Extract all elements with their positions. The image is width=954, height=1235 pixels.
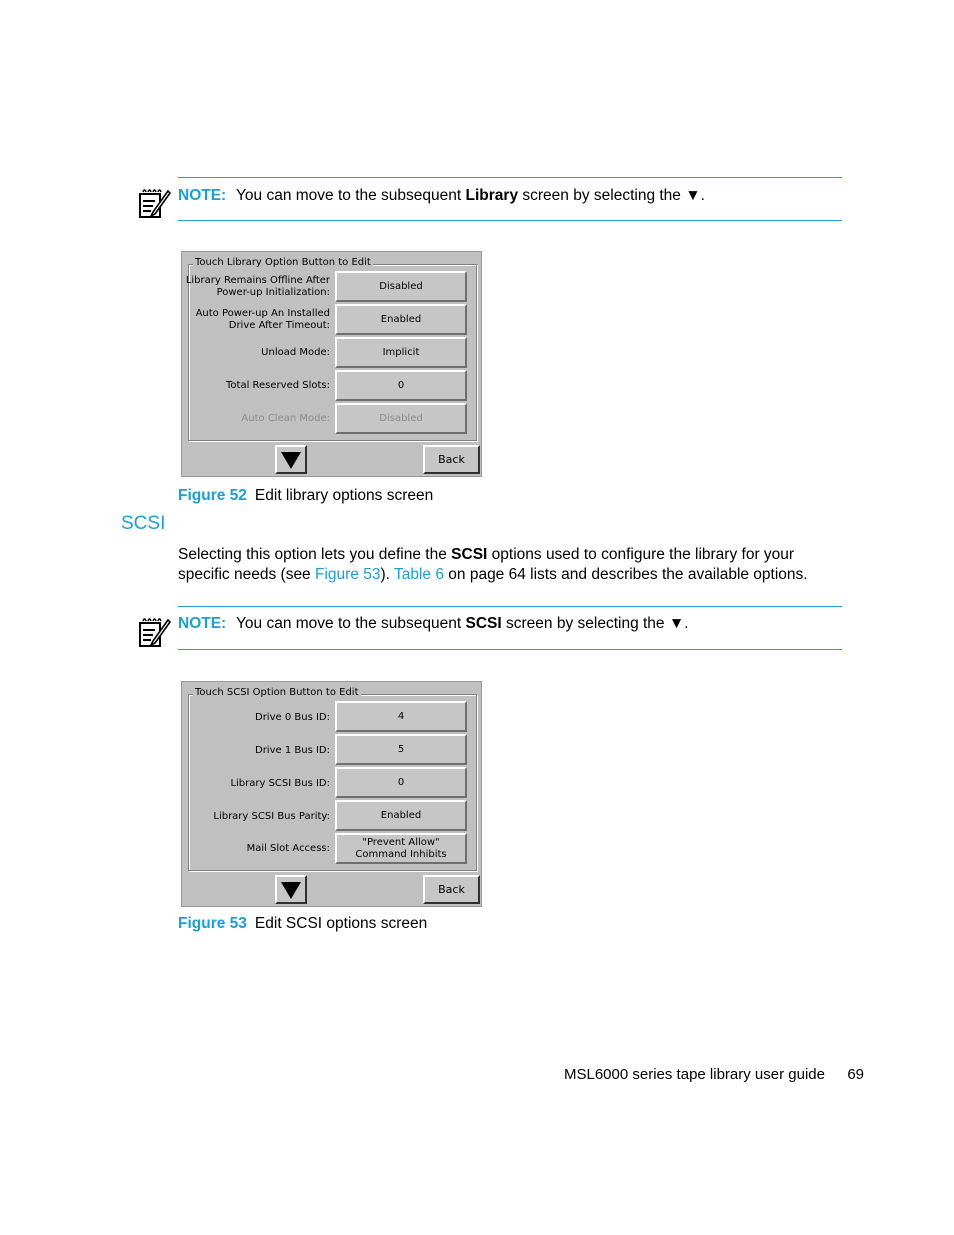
note-icon (137, 186, 171, 220)
table-6-link[interactable]: Table 6 (393, 565, 444, 583)
section-heading-scsi: SCSI (121, 513, 166, 534)
down-arrow-button[interactable] (275, 875, 307, 904)
note-bold-term: Library (465, 187, 519, 204)
down-arrow-icon (280, 450, 302, 470)
option-button-unload-mode[interactable]: Implicit (335, 337, 467, 368)
note-text: You can move to the subsequent (236, 187, 466, 204)
note-top-rule (178, 606, 842, 607)
note-text: You can move to the subsequent (236, 615, 466, 632)
figure-53-link[interactable]: Figure 53 (315, 565, 381, 583)
option-button-mail-slot[interactable]: "Prevent Allow" Command Inhibits (335, 833, 467, 864)
back-button[interactable]: Back (423, 875, 480, 904)
note-bottom-rule (178, 220, 842, 221)
option-label-auto-powerup: Auto Power-up An Installed Drive After Timeout: (195, 308, 330, 331)
option-label-reserved-slots: Total Reserved Slots: (226, 380, 330, 391)
figure-52-caption (178, 487, 433, 505)
option-button-offline[interactable]: Disabled (335, 271, 467, 302)
option-button-auto-clean: Disabled (335, 403, 467, 434)
figure-number[interactable]: Figure 52 (178, 487, 247, 504)
note-label: NOTE: (178, 187, 227, 204)
back-button[interactable]: Back (423, 445, 480, 474)
option-label-mail-slot: Mail Slot Access: (246, 843, 330, 854)
option-label-bus-parity: Library SCSI Bus Parity: (213, 811, 330, 822)
page-footer (564, 1066, 864, 1083)
caption-text: Edit library options screen (254, 487, 434, 504)
option-button-library-scsi-id[interactable]: 0 (335, 767, 467, 798)
down-arrow-button[interactable] (275, 445, 307, 474)
note-bold-term: SCSI (465, 615, 502, 632)
option-button-bus-parity[interactable]: Enabled (335, 800, 467, 831)
option-button-auto-powerup[interactable]: Enabled (335, 304, 467, 335)
option-button-reserved-slots[interactable]: 0 (335, 370, 467, 401)
option-label-offline: Library Remains Offline After Power-up Initialization: (185, 275, 330, 298)
page-number: 69 (847, 1066, 865, 1083)
scsi-paragraph: Selecting this option lets you define the SCSI options used to configure the library for your specific needs (see Figure 53). Table 6 on page 64 lists and describes the available options. (178, 546, 808, 583)
note-library (178, 187, 705, 205)
group-title: Touch SCSI Option Button to Edit (195, 687, 359, 698)
option-label-library-scsi-id: Library SCSI Bus ID: (230, 778, 330, 789)
group-title: Touch Library Option Button to Edit (195, 257, 371, 268)
note-scsi (178, 615, 689, 633)
note-icon (137, 615, 171, 649)
option-label-unload-mode: Unload Mode: (261, 347, 330, 358)
note-text-end: screen by selecting the ▼. (501, 615, 689, 632)
option-label-drive1-id: Drive 1 Bus ID: (255, 745, 330, 756)
figure-number[interactable]: Figure 53 (178, 915, 247, 932)
note-text-end: screen by selecting the ▼. (518, 187, 705, 204)
figure-53-caption (178, 915, 427, 933)
caption-text: Edit SCSI options screen (254, 915, 428, 932)
down-arrow-icon (280, 880, 302, 900)
option-label-auto-clean: Auto Clean Mode: (241, 413, 330, 424)
library-options-panel (181, 251, 482, 477)
footer-title: MSL6000 series tape library user guide (564, 1066, 825, 1083)
option-button-drive1-id[interactable]: 5 (335, 734, 467, 765)
note-bottom-rule (178, 649, 842, 650)
option-label-drive0-id: Drive 0 Bus ID: (255, 712, 330, 723)
note-top-rule (178, 177, 842, 178)
note-label: NOTE: (178, 615, 227, 632)
scsi-options-panel (181, 681, 482, 907)
option-button-drive0-id[interactable]: 4 (335, 701, 467, 732)
